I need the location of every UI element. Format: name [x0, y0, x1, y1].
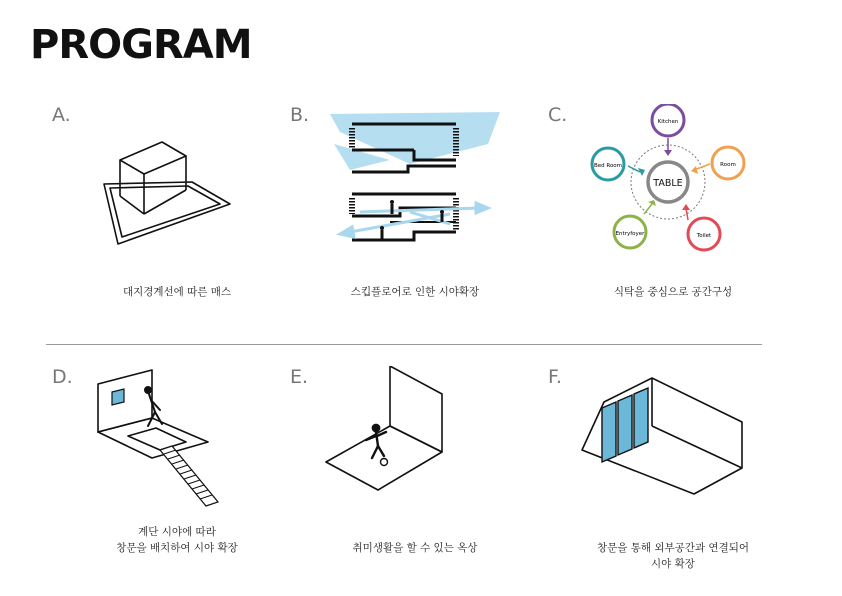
- panel-caption: 취미생활을 할 수 있는 옥상: [352, 542, 478, 554]
- node-entryfoyer: Entryfoyer: [615, 231, 645, 237]
- ball-icon: [381, 459, 388, 466]
- section-divider: [46, 344, 762, 345]
- panel-b: [290, 104, 540, 334]
- program-bubble-diagram: [548, 104, 798, 284]
- panel-d: [52, 366, 302, 596]
- panel-letter: C.: [548, 104, 568, 126]
- node-kitchen: Kitchen: [657, 119, 679, 125]
- center-label: TABLE: [653, 178, 683, 189]
- page-title: PROGRAM: [30, 22, 252, 68]
- node-room: Room: [720, 162, 736, 168]
- window-connection-diagram: [548, 366, 798, 516]
- mass-diagram: [52, 104, 302, 284]
- skip-floor-section: [290, 104, 540, 284]
- panel-a: [52, 104, 302, 334]
- panel-letter: B.: [290, 104, 310, 126]
- caption-line-2: 시야 확장: [651, 558, 695, 570]
- node-toilet: Toilet: [696, 233, 712, 239]
- window: [112, 389, 124, 405]
- rooftop-diagram: [290, 366, 540, 516]
- panel-f: [548, 366, 798, 596]
- node-bed-room: Bed Room: [593, 163, 623, 169]
- caption-line-1: 창문을 통해 외부공간과 연결되어: [596, 542, 749, 554]
- panel-c: [548, 104, 798, 334]
- panel-caption: [52, 524, 302, 556]
- panel-letter: E.: [290, 366, 309, 388]
- panel-caption: [548, 540, 798, 572]
- caption-line-2: 창문을 배치하여 시야 확장: [116, 542, 238, 554]
- panel-e: [290, 366, 540, 596]
- caption-line-1: 계단 시야에 따라: [138, 526, 216, 538]
- panel-caption: 대지경계선에 따른 매스: [122, 286, 232, 298]
- panel-letter: F.: [548, 366, 562, 388]
- panel-caption: 스킵플로어로 인한 시야확장: [350, 286, 480, 298]
- person-figure: [145, 387, 162, 426]
- panel-letter: D.: [52, 366, 73, 388]
- panel-letter: A.: [52, 104, 71, 126]
- stair-view-diagram: [52, 366, 302, 516]
- panel-caption: 식탁을 중심으로 공간구성: [613, 286, 733, 298]
